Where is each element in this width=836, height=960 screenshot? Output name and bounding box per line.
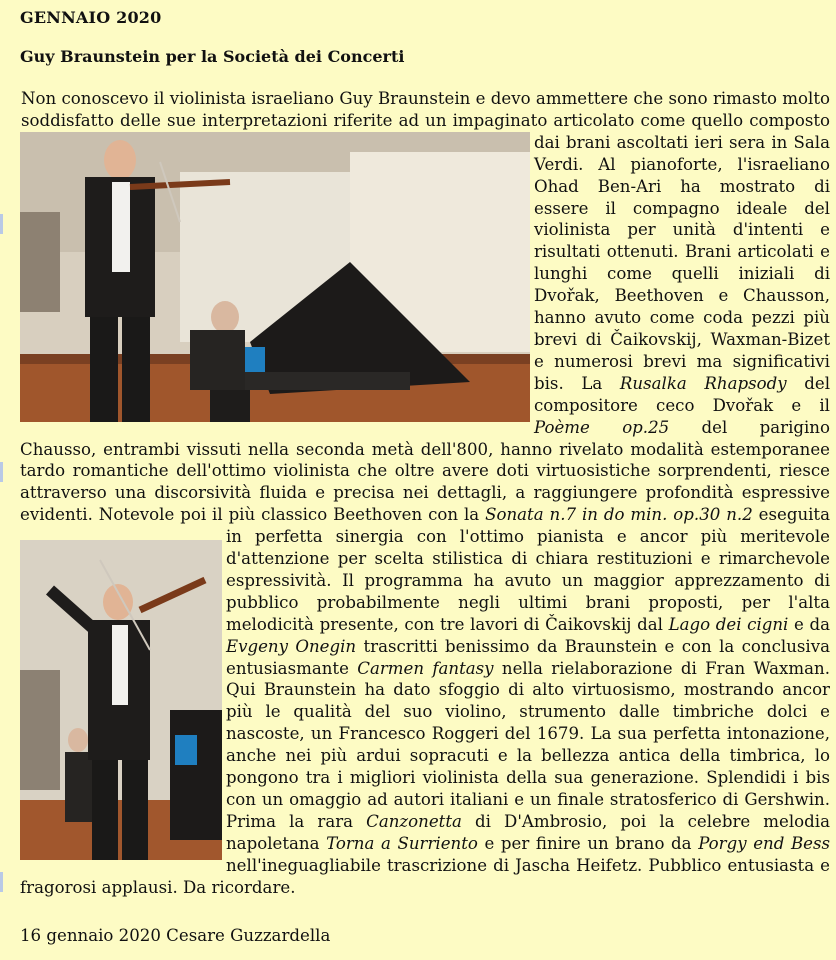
left-edge-marker [0, 462, 3, 482]
article-text-1: Non conoscevo il violinista israeliano Guy Braunstein e devo ammettere che sono rimasto molto soddisfatto delle sue interpretazioni riferite ad un impaginato articolato come quello composto dai brani ascoltati ieri sera in Sala Verdi. Al pianoforte, l'israeliano Ohad Ben-Ari ha mostrato di essere il compagno ideale del violinista per unità d'intenti e risultati ottenuti. Brani articolati e lunghi come quelli iniziali di Dvořak, Beethoven e Chausson, hanno avuto come coda pezzi più brevi di Čaikovskij, Waxman-Bizet e numerosi brevi ma significativi bis. La [21, 89, 830, 393]
article-text-7: nella rielaborazione di Fran Waxman. Qui Braunstein ha dato sfoggio di alto virtuosismo, mostrando ancor più le qualità del suo violino, strumento dalle timbriche dolci e nascoste, un Francesco Roggeri del 1679. La sua perfetta intonazione, anche nei più ardui sopracuti e la bellezza antica della timbrica, lo pongono tra i migliori violinista della sua generazione. Splendidi i bis con un omaggio ad autori italiani e un finale stratosferico di Gershwin. Prima la rara [226, 658, 830, 831]
work-title: Torna a Surriento [326, 833, 478, 853]
left-edge-marker [0, 872, 3, 892]
concert-photo-violin-piano [20, 132, 530, 422]
article-text-2: del compositore ceco Dvořak e il [534, 373, 830, 415]
work-title: Carmen fantasy [357, 658, 494, 678]
date-heading: GENNAIO 2020 [20, 8, 162, 27]
article-text-10: nell'ineguagliabile trascrizione di Jascha Heifetz. Pubblico entusiasta e fragorosi applausi. Da ricordare. [20, 855, 830, 897]
work-title: Evgeny Onegin [226, 636, 357, 656]
article-title: Guy Braunstein per la Società dei Concerti [20, 47, 405, 66]
article-signature: 16 gennaio 2020 Cesare Guzzardella [20, 926, 331, 945]
work-title: Lago dei cigni [668, 614, 789, 634]
concert-photo-violinist [20, 540, 222, 860]
article-text-5: e da [788, 614, 831, 634]
work-title: Porgy end Bess [698, 833, 830, 853]
work-title: Sonata n.7 in do min. op.30 n.2 [485, 505, 753, 525]
work-title: Rusalka Rhapsody [619, 373, 787, 393]
left-edge-marker [0, 214, 3, 234]
article-text-6: trascritti benissimo da Braunstein e con la conclusiva entusiasmante [226, 636, 830, 678]
article-text-9: e per finire un brano da [477, 833, 699, 853]
article-text-3: del parigino Chausso, entrambi vissuti nella seconda metà dell'800, hanno rivelato modalità estemporanee tardo romantiche dell'ottimo violinista che oltre avere doti virtuosistiche sorprendenti, riesce attraverso una discorsività fluida e precisa nei dettagli, a raggiungere profondità espressive evidenti. Notevole poi il più classico Beethoven con la [20, 417, 830, 525]
article-text-4: eseguita in perfetta sinergia con l'ottimo pianista e ancor più meritevole d'attenzione per scelta stilistica di chiara restituzioni e rimarchevole espressività. Il programma ha avuto un maggior apprezzamento di pubblico probabilmente negli ultimi brani proposti, per l'alta melodicità presente, con tre lavori di Čaikovskij dal [226, 505, 830, 634]
work-title: Canzonetta [366, 811, 462, 831]
article-text-8: di D'Ambrosio, poi la celebre melodia napoletana [226, 811, 830, 853]
concert-photo-svg [20, 132, 530, 422]
work-title: Poème op.25 [534, 417, 670, 437]
violinist-photo-svg [20, 540, 222, 860]
